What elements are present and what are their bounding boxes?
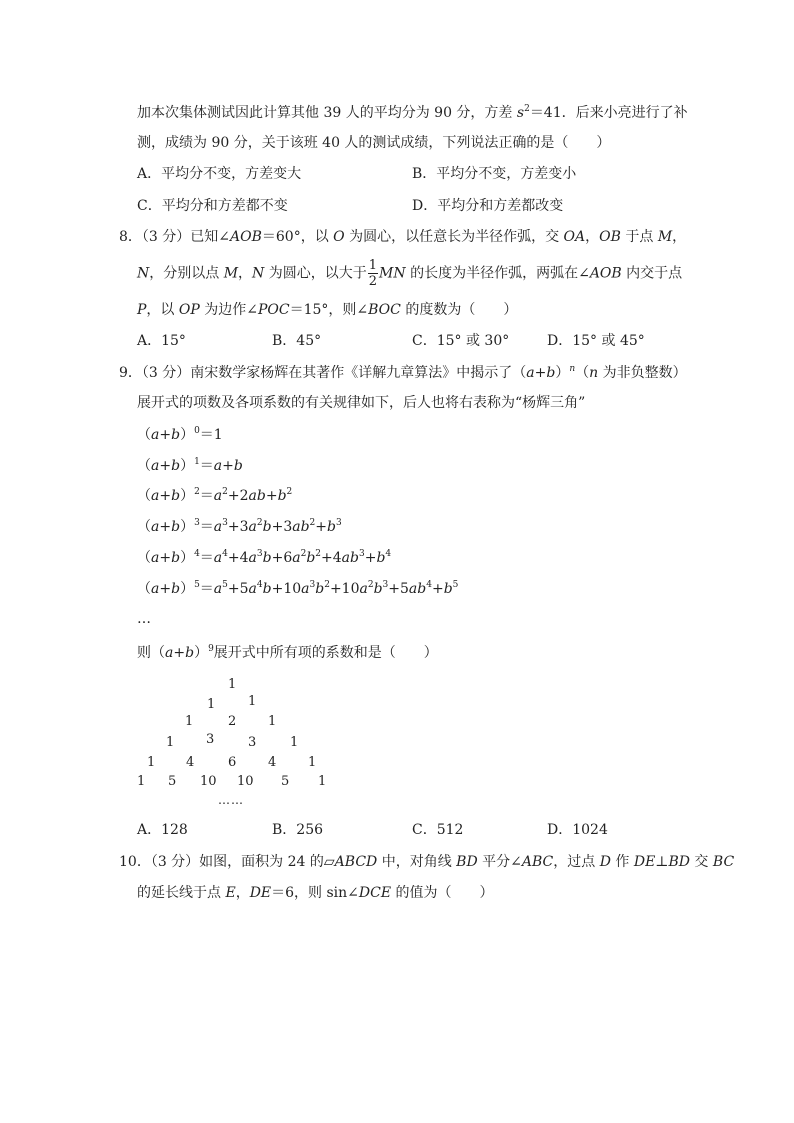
expansion-1: $(a+b)^1=a+b$ — [137, 457, 243, 474]
expansion-2: $(a+b)^2=a^2+2ab+b^2$ — [137, 487, 293, 504]
triangle-cell: 1 — [248, 694, 257, 709]
triangle-cell: 4 — [268, 755, 277, 770]
q8-line-2: N，分别以点 M，N 为圆心，以大于 $\frac{1}{2}$ MN 的长度为半径作弧，两弧在∠AOB 内交于点 — [137, 258, 683, 289]
triangle-cell: 1 — [137, 774, 146, 789]
q10-line-2: 的延长线于点 E，DE＝6，则 sin∠DCE 的值为（ ） — [137, 885, 494, 901]
q9-question: 则$(a+b)^9$展开式中所有项的系数和是（ ） — [137, 644, 438, 661]
q8-option-a[interactable]: A．15° — [137, 333, 186, 349]
q7-line-2: 测，成绩为 90 分，关于该班 40 人的测试成绩，下列说法正确的是（ ） — [137, 135, 611, 151]
triangle-cell: 1 — [166, 735, 175, 750]
triangle-cell: 5 — [168, 774, 177, 789]
triangle-cell: 4 — [186, 755, 195, 770]
triangle-ellipsis: …… — [218, 793, 244, 807]
expansion-4: $(a+b)^4=a^4+4a^3b+6a^2b^2+4ab^3+b^4$ — [137, 549, 392, 566]
q10-line-1: 10．（3 分）如图，面积为 24 的▱ABCD 中，对角线 BD 平分∠ABC，过点 D 作 DE⊥BD 交 BC — [119, 854, 735, 870]
triangle-cell: 2 — [228, 714, 237, 729]
q9-line-2: 展开式的项数及各项系数的有关规律如下，后人也将右表称为“杨辉三角” — [137, 395, 586, 411]
q8-option-b[interactable]: B．45° — [272, 333, 322, 349]
q9-option-c[interactable]: C．512 — [412, 822, 464, 838]
q8-line-1: 8．（3 分）已知∠AOB＝60°，以 O 为圆心，以任意长为半径作弧，交 OA，OB 于点 M， — [119, 229, 687, 245]
fraction-one-half: $\frac{1}{2}$ — [368, 258, 378, 289]
q7-option-c[interactable]: C．平均分和方差都不变 — [137, 198, 288, 214]
triangle-cell: 1 — [228, 677, 237, 692]
triangle-cell: 3 — [206, 732, 215, 747]
q9-option-b[interactable]: B．256 — [272, 822, 324, 838]
q8-option-d[interactable]: D．15° 或 45° — [547, 333, 645, 349]
triangle-cell: 1 — [290, 735, 299, 750]
triangle-cell: 10 — [237, 774, 254, 789]
triangle-cell: 10 — [200, 774, 217, 789]
q7-line-1: 加本次集体测试因此计算其他 39 人的平均分为 90 分，方差 $s^2=41$．后来小亮进行了补 — [137, 104, 688, 121]
q7-option-b[interactable]: B．平均分不变，方差变小 — [412, 166, 577, 182]
expansion-5: $(a+b)^5=a^5+5a^4b+10a^3b^2+10a^2b^3+5ab^4+b^5$ — [137, 580, 459, 597]
triangle-cell: 5 — [281, 774, 290, 789]
q9-option-d[interactable]: D．1024 — [547, 822, 608, 838]
triangle-cell: 6 — [228, 755, 237, 770]
q7-option-d[interactable]: D．平均分和方差都改变 — [412, 198, 564, 214]
q8-line-3: P，以 OP 为边作∠POC＝15°，则∠BOC 的度数为（ ） — [137, 302, 518, 318]
triangle-cell: 1 — [147, 755, 156, 770]
q7-option-a[interactable]: A．平均分不变，方差变大 — [137, 166, 302, 182]
triangle-cell: 1 — [185, 714, 194, 729]
triangle-cell: 1 — [268, 714, 277, 729]
q9-line-1: 9．（3 分）南宋数学家杨辉在其著作《详解九章算法》中揭示了$(a+b)^n(n$ 为非负整数） — [119, 364, 687, 381]
q9-option-a[interactable]: A．128 — [137, 822, 188, 838]
triangle-cell: 1 — [318, 774, 327, 789]
expansion-3: $(a+b)^3=a^3+3a^2b+3ab^2+b^3$ — [137, 518, 342, 535]
q8-option-c[interactable]: C．15° 或 30° — [412, 333, 510, 349]
expansion-0: $(a+b)^0=1$ — [137, 426, 223, 443]
triangle-cell: 1 — [308, 755, 317, 770]
expansion-dots: … — [137, 611, 151, 627]
triangle-cell: 3 — [248, 735, 257, 750]
triangle-cell: 1 — [207, 697, 216, 712]
